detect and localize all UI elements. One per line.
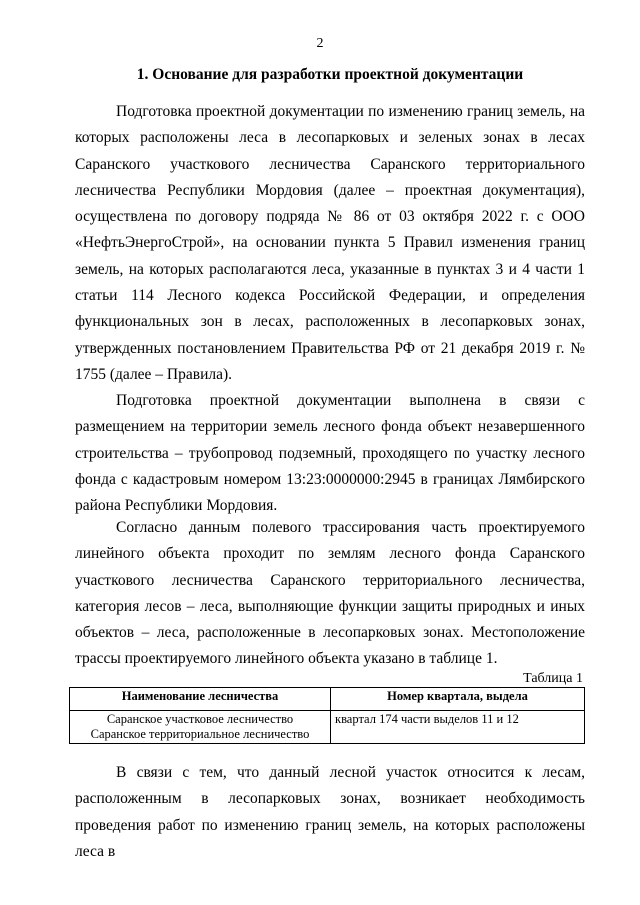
paragraph-tracing: Согласно данным полевого трассирования часть проектируемого линейного объекта проходит по землям лесного фонда Саранского участкового лесничества Саранского территориального лесничества, категория лесов – леса, выполняющие функции защиты природных и иных объектов – леса, расположенные в лесопарковых зонах. Местоположение трассы проектируемого линейного объекта указано в таблице 1. — [75, 519, 585, 668]
section-heading: 1. Основание для разработки проектной документации — [136, 66, 524, 83]
table-header-row — [70, 688, 585, 711]
paragraph-basis: Подготовка проектной документации по изменению границ земель, на которых расположены леса в лесопарковых и зеленых зонах в лесах Саранского участкового лесничества Саранского территориального лесничества Республики Мордовия (далее – проектная документация), осуществлена по договору подряда № 86 от 03 октября 2022 г. с ООО «НефтьЭнергоСтрой», на основании пункта 5 Правил изменения границ земель, на которых располагаются леса, указанные в пунктах 3 и 4 части 1 статьи 114 Лесного кодекса Российской Федерации, и определения функциональных зон в лесах, расположенных в лесопарковых зонах, утвержденных постановлением Правительства РФ от 21 декабря 2019 г. № 1755 (далее – Правила). — [75, 103, 585, 383]
forestry-table — [69, 687, 585, 744]
table-row — [70, 711, 585, 744]
cell-quarter: квартал 174 части выделов 11 и 12 — [331, 711, 585, 744]
cell-forestry — [70, 711, 331, 744]
page-number: 2 — [316, 36, 324, 51]
forestry-name-line: Саранское территориальное лесничество — [90, 727, 310, 741]
table-caption: Таблица 1 — [523, 671, 583, 686]
paragraph-pipeline: Подготовка проектной документации выполнена в связи с размещением на территории земель лесного фонда объект незавершенного строительства – трубопровод подземный, проходящего по участку лесного фонда с кадастровым номером 13:23:0000000:2945 в границах Лямбирского района Республики Мордовия. — [75, 392, 585, 515]
column-header-quarter: Номер квартала, выдела — [331, 688, 585, 711]
column-header-forestry: Наименование лесничества — [70, 688, 331, 711]
forestry-name-line: Саранское участковое лесничество — [106, 712, 294, 726]
paragraph-consequence: В связи с тем, что данный лесной участок относится к лесам, расположенным в лесопарковых зонах, возникает необходимость проведения работ по изменению границ земель, на которых расположены леса в — [75, 764, 585, 860]
